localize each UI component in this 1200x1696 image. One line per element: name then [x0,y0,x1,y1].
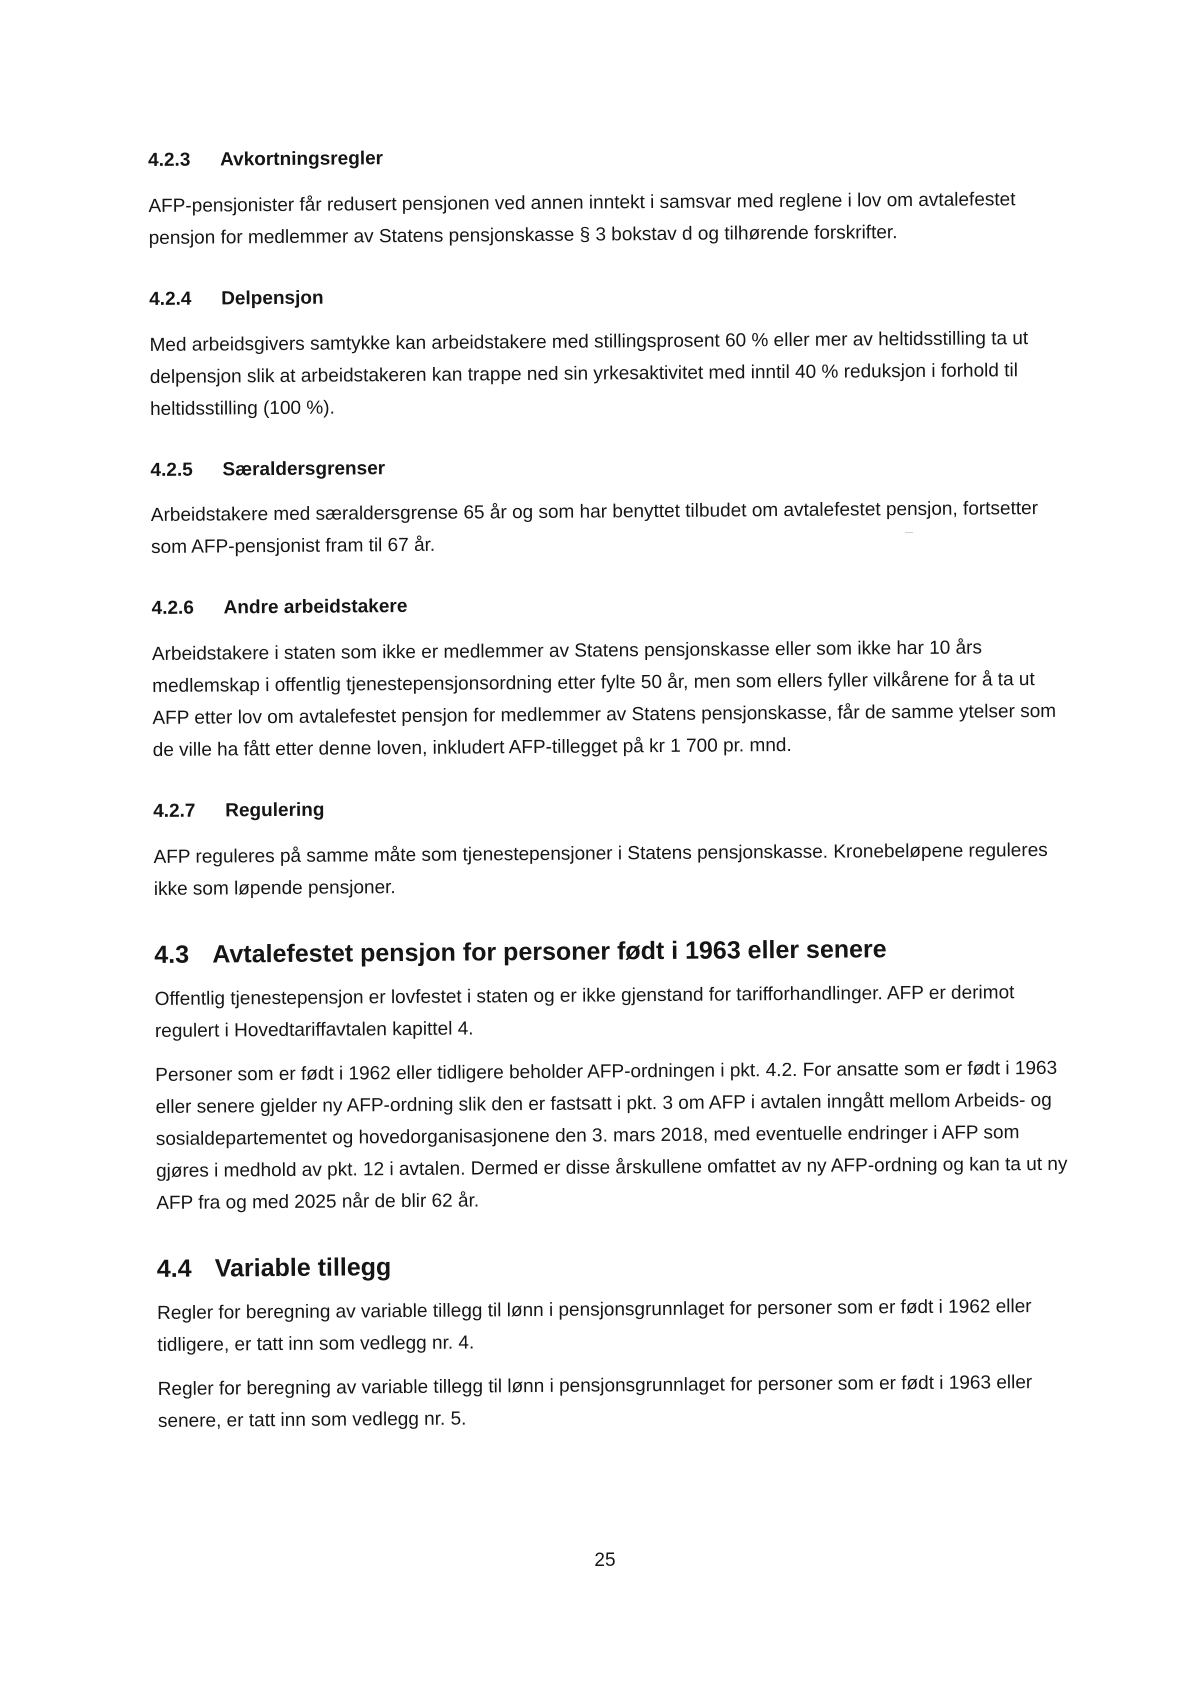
section-title: Variable tillegg [214,1253,392,1283]
scan-artifact [905,532,913,533]
section-4-3 [154,933,1076,1220]
paragraph: Arbeidstakere i staten som ikke er medlemmer av Statens pensjonskasse eller som ikke har 10 års medlemskap i offentlig tjenestepensjonsordning etter fylte 50 år, men som ellers fyller vilkårene for å ta ut AFP etter lov om avtalefestet pensjon for medlemmer av Statens pensjonskasse, får de samme ytelser som de ville ha fått etter denne loven, inkludert AFP-tillegget på kr 1 700 pr. mnd. [151,637,1057,762]
section-number: 4.2.6 [151,598,194,620]
section-number: 4.2.7 [153,800,196,823]
section-title: Avkortningsregler [219,148,384,171]
section-number: 4.2.5 [150,459,193,481]
paragraph: AFP-pensjonister får redusert pensjonen ved annen inntekt i samsvar med reglene i lov om avtalefestet pensjon for medlemmer av Statens pensjonskasse § 3 bokstav d og tilhørende forskrifter. [148,188,1016,249]
section-number: 4.3 [154,940,190,969]
chapter-heading [157,1247,1077,1284]
section-4-4 [157,1247,1078,1438]
section-title: Delpensjon [221,287,324,310]
section-number: 4.2.3 [148,149,191,171]
paragraph: Med arbeidsgivers samtykke kan arbeidstakere med stillingsprosent 60 % eller mer av heltidsstilling ta ut delpensjon slik at arbeidstakeren kan trappe ned sin yrkesaktivitet med inntil 40 % reduksjon i forhold til heltidsstilling (100 %). [149,327,1029,420]
section-number: 4.4 [156,1254,192,1283]
section-4-2-4 [149,282,1070,426]
paragraph: Arbeidstakere med særaldersgrense 65 år og som har benyttet tilbudet om avtalefestet pensjon, fortsetter som AFP-pensjonist fram til 67 år. [150,498,1039,559]
paragraph: Regler for beregning av variable tillegg til lønn i pensjonsgrunnlaget for personer som er født i 1963 eller senere, er tatt inn som vedlegg nr. 5. [157,1372,1033,1432]
section-heading [152,591,1072,621]
section-heading [153,794,1073,824]
section-heading [150,452,1070,482]
section-title: Særaldersgrenser [222,457,386,481]
section-heading [149,282,1069,312]
paragraph: AFP reguleres på samme måte som tjenestepensjoner i Statens pensjonskasse. Kronebeløpene reguleres ikke som løpende pensjoner. [153,839,1048,900]
page-number: 25 [594,1550,616,1571]
section-title: Avtalefestet pensjon for personer født i 1963 eller senere [212,935,887,969]
section-4-2-6 [152,591,1073,767]
paragraph: Offentlig tjenestepensjon er lovfestet i staten og er ikke gjenstand for tarifforhandlinger. AFP er derimot regulert i Hovedtariffavtalen kapittel 4. [154,982,1015,1042]
section-number: 4.2.4 [149,288,192,310]
section-4-2-7 [153,794,1074,906]
section-4-2-5 [150,452,1071,564]
section-title: Andre arbeidstakere [223,596,408,619]
paragraph: Regler for beregning av variable tillegg til lønn i pensjonsgrunnlaget for personer som er født i 1962 eller tidligere, er tatt inn som vedlegg nr. 4. [157,1296,1032,1356]
section-4-2-3 [148,143,1069,255]
chapter-heading [154,933,1074,970]
section-heading [148,143,1068,173]
paragraph: Personer som er født i 1962 eller tidligere beholder AFP-ordningen i pkt. 4.2. For ansatte som er født i 1963 eller senere gjelder ny AFP-ordning slik den er fastsatt i pkt. 3 om AFP i avtalen inngått mellom Arbeids- og sosialdepartementet og hovedorganisasjonene den 3. mars 2018, med eventuelle endringer i AFP som gjøres i medhold av pkt. 12 i avtalen. Dermed er disse årskullene omfattet av ny AFP-ordning og kan ta ut ny AFP fra og med 2025 når de blir 62 år. [155,1057,1068,1214]
page-content [148,143,1078,1466]
section-title: Regulering [225,799,325,822]
